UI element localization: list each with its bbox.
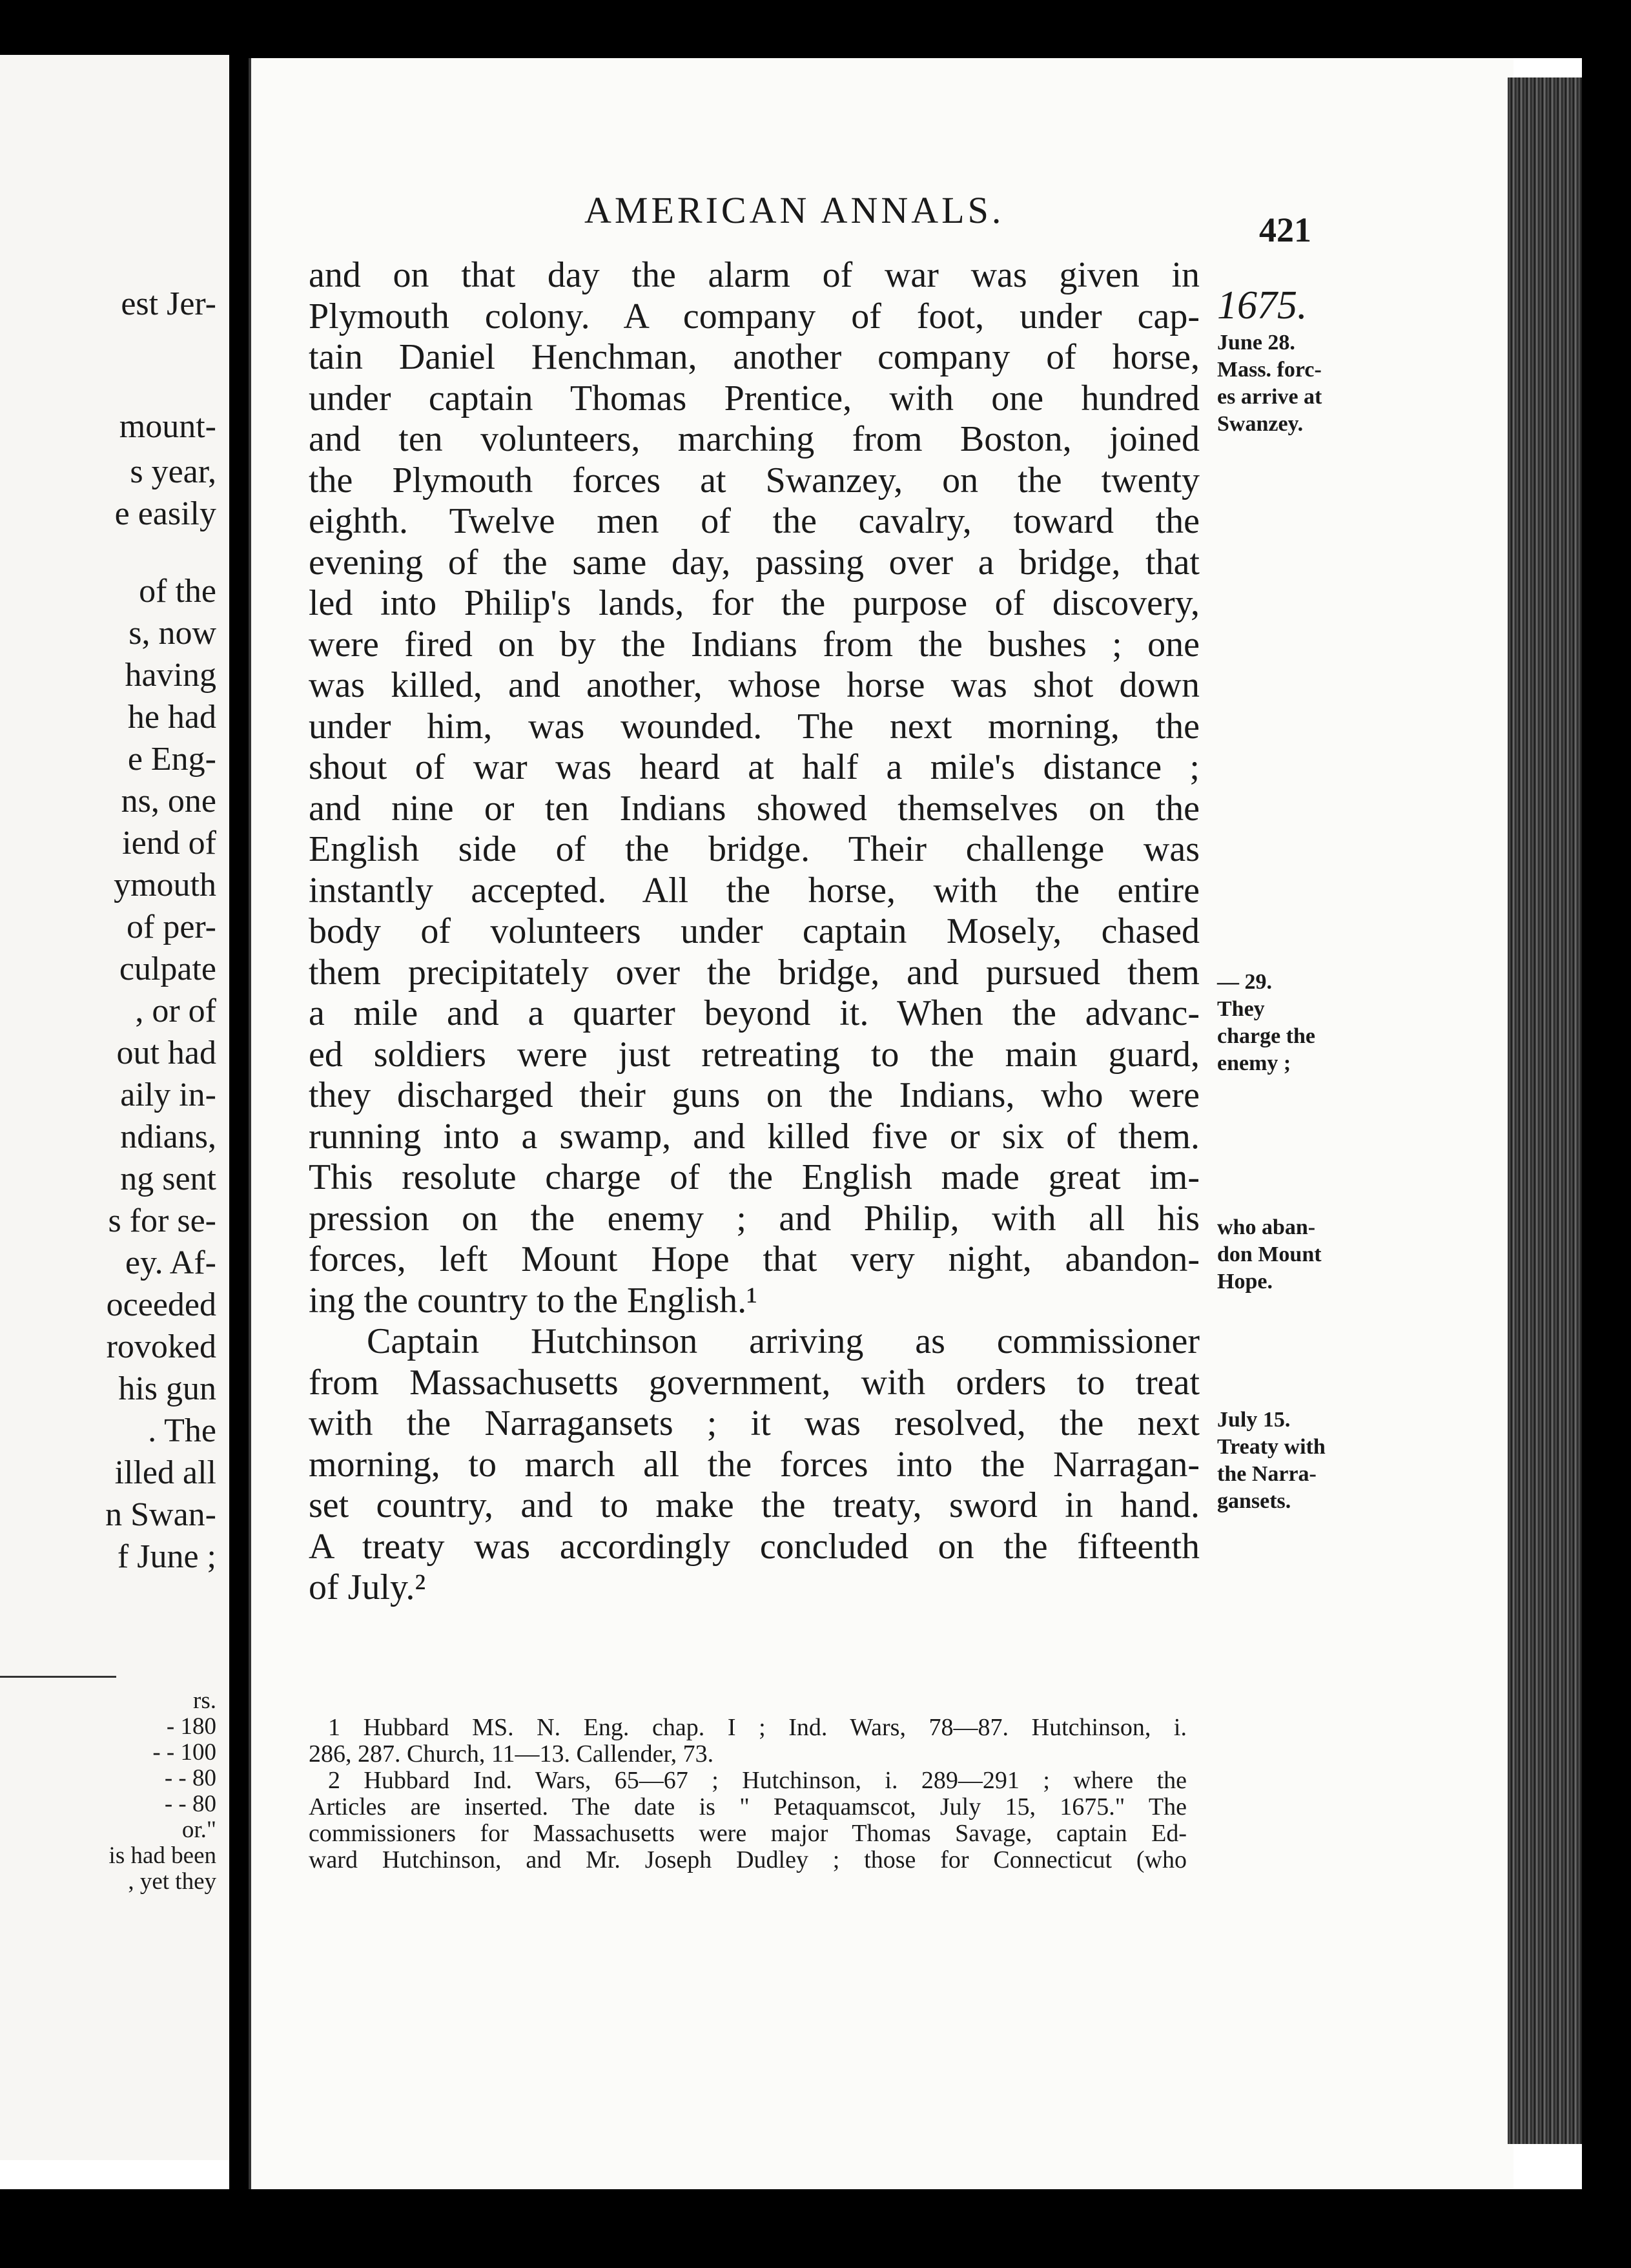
facing-page-note-line: - - 80 bbox=[164, 1791, 216, 1817]
facing-page-line: culpate bbox=[119, 951, 216, 987]
facing-page-line: , or of bbox=[135, 993, 216, 1029]
margin-note-line: Treaty with bbox=[1217, 1435, 1326, 1459]
facing-page-line: of per- bbox=[127, 909, 216, 945]
facing-page-line: f June ; bbox=[117, 1538, 216, 1575]
facing-page-fragment bbox=[0, 55, 231, 2160]
body-text bbox=[309, 255, 1200, 1609]
body-line: and nine or ten Indians showed themselves on the bbox=[309, 788, 1200, 829]
facing-page-line: having bbox=[125, 657, 216, 694]
facing-page-line: his gun bbox=[118, 1370, 216, 1407]
body-line: morning, to march all the forces into the Narragan- bbox=[309, 1444, 1200, 1485]
facing-page-note-line: is had been bbox=[108, 1842, 216, 1869]
body-line: body of volunteers under captain Mosely, chased bbox=[309, 911, 1200, 951]
page-number: 421 bbox=[1259, 211, 1311, 249]
facing-page-line: e Eng- bbox=[127, 741, 216, 778]
facing-page-rule bbox=[0, 1676, 116, 1678]
body-line: with the Narragansets ; it was resolved, the next bbox=[309, 1403, 1200, 1443]
facing-page-line: e easily bbox=[114, 495, 216, 532]
margin-year: 1675. bbox=[1217, 284, 1308, 327]
footnote-line: 286, 287. Church, 11—13. Callender, 73. bbox=[309, 1740, 714, 1768]
margin-note-date: July 15. bbox=[1217, 1408, 1291, 1432]
facing-page-line: n Swan- bbox=[105, 1496, 216, 1533]
body-line: Captain Hutchinson arriving as commissioner bbox=[367, 1321, 1200, 1361]
body-line: the Plymouth forces at Swanzey, on the twenty bbox=[309, 460, 1200, 500]
body-line: A treaty was accordingly concluded on the fifteenth bbox=[309, 1526, 1200, 1567]
margin-note-line: Mass. forc- bbox=[1217, 358, 1322, 382]
body-line: Plymouth colony. A company of foot, under cap- bbox=[309, 296, 1200, 336]
body-line: eighth. Twelve men of the cavalry, toward the bbox=[309, 501, 1200, 541]
body-line: ed soldiers were just retreating to the main guard, bbox=[309, 1034, 1200, 1075]
facing-page-line: s for se- bbox=[108, 1202, 216, 1239]
footnote-line: 1 Hubbard MS. N. Eng. chap. I ; Ind. Wars, 78—87. Hutchinson, i. bbox=[328, 1714, 1187, 1741]
body-line: shout of war was heard at half a mile's distance ; bbox=[309, 747, 1200, 787]
facing-page-note-line: or." bbox=[181, 1817, 216, 1843]
body-line: under him, was wounded. The next morning, the bbox=[309, 706, 1200, 747]
body-line: and on that day the alarm of war was given in bbox=[309, 255, 1200, 295]
body-line: from Massachusetts government, with orders to treat bbox=[309, 1362, 1200, 1403]
body-line: pression on the enemy ; and Philip, with all his bbox=[309, 1198, 1200, 1239]
footnote-line: commissioners for Massachusetts were major Thomas Savage, captain Ed- bbox=[309, 1820, 1187, 1847]
body-line: and ten volunteers, marching from Boston, joined bbox=[309, 419, 1200, 459]
margin-note-line: Hope. bbox=[1217, 1270, 1273, 1294]
margin-note-line: gansets. bbox=[1217, 1489, 1291, 1513]
footnote-line: Articles are inserted. The date is " Petaquamscot, July 15, 1675." The bbox=[309, 1793, 1187, 1820]
body-line: instantly accepted. All the horse, with the entire bbox=[309, 870, 1200, 911]
facing-page-line: ey. Af- bbox=[125, 1244, 216, 1281]
body-line: forces, left Mount Hope that very night, abandon- bbox=[309, 1239, 1200, 1279]
facing-page-line: oceeded bbox=[106, 1286, 216, 1323]
footnote-line: ward Hutchinson, and Mr. Joseph Dudley ; those for Connecticut (who bbox=[309, 1846, 1187, 1873]
facing-page-line: illed all bbox=[114, 1454, 216, 1491]
facing-page-note-line: - - 100 bbox=[152, 1739, 216, 1766]
facing-page-line: mount- bbox=[119, 408, 216, 445]
facing-page-line: rovoked bbox=[106, 1328, 216, 1365]
scan-border-right bbox=[1582, 0, 1631, 2268]
body-line: evening of the same day, passing over a bridge, that bbox=[309, 542, 1200, 582]
facing-page-line: ng sent bbox=[120, 1160, 216, 1197]
facing-page-line: he had bbox=[127, 699, 216, 736]
page-edges bbox=[1508, 77, 1582, 2144]
facing-page-line: iend of bbox=[122, 825, 216, 861]
margin-note-line: enemy ; bbox=[1217, 1051, 1291, 1075]
body-line: set country, and to make the treaty, sword in hand. bbox=[309, 1485, 1200, 1525]
body-line: This resolute charge of the English made great im- bbox=[309, 1157, 1200, 1197]
body-line: running into a swamp, and killed five or six of them. bbox=[309, 1116, 1200, 1157]
body-line: was killed, and another, whose horse was shot down bbox=[309, 665, 1200, 705]
body-line: of July.² bbox=[309, 1567, 426, 1607]
margin-note-line: charge the bbox=[1217, 1024, 1316, 1048]
margin-note-date: — 29. bbox=[1217, 970, 1272, 994]
margin-note-line: They bbox=[1217, 997, 1265, 1021]
facing-page-note-line: , yet they bbox=[128, 1868, 216, 1895]
facing-page-line: ndians, bbox=[120, 1119, 216, 1155]
body-line: they discharged their guns on the Indians, who were bbox=[309, 1075, 1200, 1115]
facing-page-line: aily in- bbox=[120, 1077, 216, 1113]
margin-note-line: es arrive at bbox=[1217, 385, 1322, 409]
facing-page-line: s, now bbox=[128, 615, 216, 652]
facing-page-line: . The bbox=[148, 1412, 216, 1449]
facing-page-line: of the bbox=[139, 573, 216, 610]
margin-note-line: the Narra- bbox=[1217, 1462, 1317, 1486]
margin-note-date: June 28. bbox=[1217, 331, 1295, 355]
body-line: tain Daniel Henchman, another company of horse, bbox=[309, 337, 1200, 377]
body-line: were fired on by the Indians from the bushes ; one bbox=[309, 624, 1200, 665]
body-line: a mile and a quarter beyond it. When the advanc- bbox=[309, 993, 1200, 1033]
footnotes bbox=[309, 1715, 1187, 1873]
facing-page-line: ymouth bbox=[114, 867, 216, 903]
facing-page-line: est Jer- bbox=[121, 285, 216, 322]
footnote-line: 2 Hubbard Ind. Wars, 65—67 ; Hutchinson, i. 289—291 ; where the bbox=[328, 1767, 1187, 1794]
facing-page-line: out had bbox=[116, 1035, 216, 1071]
body-line: ing the country to the English.¹ bbox=[309, 1280, 757, 1321]
margin-note-line: Swanzey. bbox=[1217, 412, 1304, 436]
body-line: English side of the bridge. Their challenge was bbox=[309, 829, 1200, 869]
facing-page-note-line: - - 80 bbox=[164, 1765, 216, 1791]
facing-page-note-line: rs. bbox=[193, 1687, 216, 1714]
margin-note-line: don Mount bbox=[1217, 1242, 1322, 1266]
book-gutter bbox=[229, 0, 249, 2268]
facing-page-line: s year, bbox=[130, 453, 216, 490]
margin-note-line: who aban- bbox=[1217, 1215, 1316, 1239]
body-line: them precipitately over the bridge, and pursued them bbox=[309, 952, 1200, 993]
running-head: AMERICAN ANNALS. bbox=[584, 189, 1005, 231]
facing-page-line: ns, one bbox=[121, 783, 216, 820]
body-line: under captain Thomas Prentice, with one hundred bbox=[309, 378, 1200, 418]
facing-page-note-line: - 180 bbox=[166, 1713, 216, 1740]
body-line: led into Philip's lands, for the purpose of discovery, bbox=[309, 583, 1200, 623]
